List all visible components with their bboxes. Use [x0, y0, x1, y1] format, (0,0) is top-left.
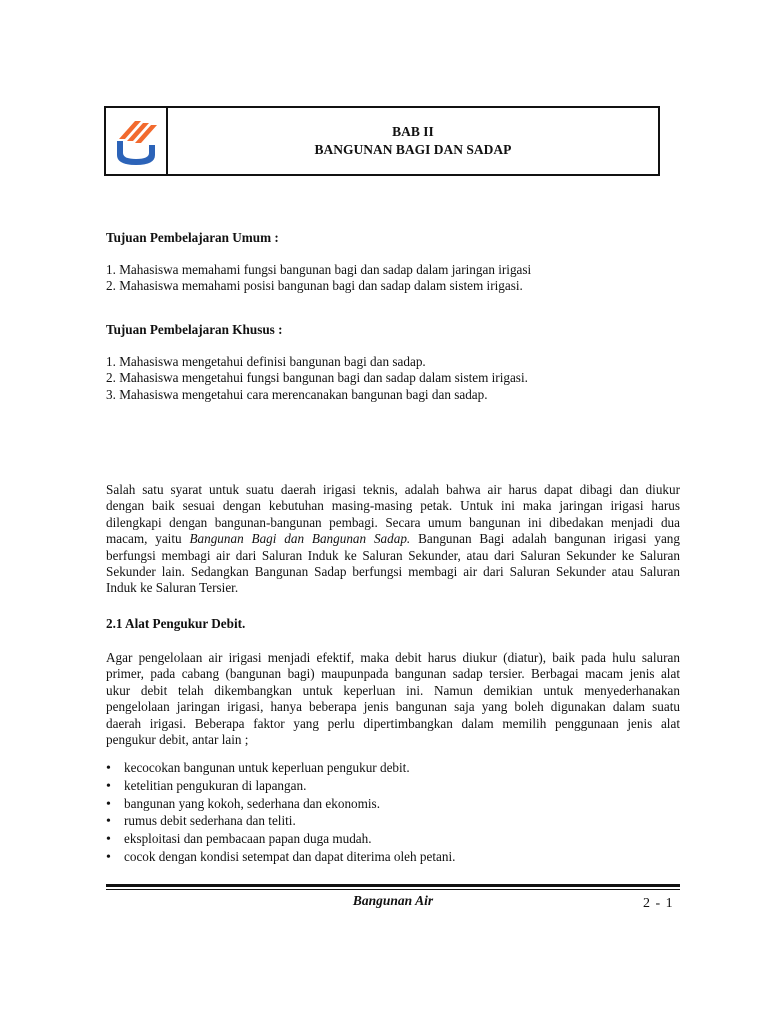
list-item: 2. Mahasiswa mengetahui fungsi bangunan bagi dan sadap dalam sistem irigasi.: [106, 370, 528, 386]
bullet-text: ketelitian pengukuran di lapangan.: [124, 777, 307, 793]
list-item: [106, 778, 680, 796]
paragraph-line: Induk ke Saluran Tersier.: [106, 580, 239, 596]
general-objectives-section: [106, 230, 680, 246]
footer-divider-thin: [106, 889, 680, 890]
section-2-1-paragraph: [106, 650, 680, 748]
bullet-icon: [106, 778, 124, 796]
paragraph-line: dilengkapi dengan bangunan-bangunan pembagi. Secara umum bangunan ini dibedakan menjadi dua: [106, 514, 680, 530]
intro-paragraph: [106, 482, 680, 597]
bullet-icon: [106, 796, 124, 814]
bullet-icon: [106, 760, 124, 778]
logo-cell: [106, 108, 168, 174]
paragraph-line: Salah satu syarat untuk suatu daerah irigasi teknis, adalah bahwa air harus dapat dibagi dan diukur: [106, 482, 680, 497]
specific-objectives-heading: Tujuan Pembelajaran Khusus :: [106, 322, 283, 337]
italic-term: Bangunan Bagi dan Bangunan Sadap.: [189, 531, 411, 547]
chapter-title-cell: [168, 108, 658, 174]
list-item: [106, 796, 680, 814]
bullet-text: eksploitasi dan pembacaan papan duga mudah.: [124, 831, 372, 847]
paragraph-line: pengukur debit, antar lain ;: [106, 732, 249, 748]
institution-logo-icon: [111, 113, 161, 169]
paragraph-line: berfungsi membagi air dari Saluran Induk ke Saluran Sekunder, atau dari Saluran Sekunder ke Saluran: [106, 547, 680, 563]
bullet-icon: [106, 813, 124, 831]
paragraph-line: ukur debit telah dikembangkan untuk keperluan ini. Namun demikian untuk menyederhanakan: [106, 682, 680, 698]
paragraph-line: pengelolaan jaringan irigasi, hanya beberapa jenis bangunan saja yang boleh digunakan dalam suatu: [106, 699, 680, 715]
paragraph-line: primer, pada cabang (bangunan bagi) maupunpada bangunan sadap tersier. Berbagai macam jenis alat: [106, 666, 680, 682]
page-number: 2 - 1: [643, 896, 674, 911]
list-item: [106, 813, 680, 831]
list-item: 1. Mahasiswa mengetahui definisi bangunan bagi dan sadap.: [106, 354, 426, 369]
bullet-icon: [106, 831, 124, 849]
list-item: 2. Mahasiswa memahami posisi bangunan bagi dan sadap dalam sistem irigasi.: [106, 278, 523, 294]
list-item: 3. Mahasiswa mengetahui cara merencanakan bangunan bagi dan sadap.: [106, 386, 488, 402]
paragraph-text: Bangunan Bagi adalah bangunan irigasi yang: [410, 531, 680, 547]
specific-objectives-list: [106, 354, 680, 403]
paragraph-line: Agar pengelolaan air irigasi menjadi efektif, maka debit harus diukur (diatur), baik pada hulu saluran: [106, 650, 680, 665]
chapter-number: BAB II: [392, 124, 434, 139]
paragraph-line: Sekunder lain. Sedangkan Bangunan Sadap berfungsi membagi air dari Saluran Sekunder atau Saluran: [106, 564, 680, 580]
bullet-text: rumus debit sederhana dan teliti.: [124, 813, 296, 829]
section-heading: 2.1 Alat Pengukur Debit.: [106, 616, 246, 631]
specific-objectives-section: [106, 322, 680, 338]
paragraph-line: daerah irigasi. Beberapa faktor yang perlu dipertimbangkan dalam memilih penggunaan jenis alat: [106, 715, 680, 731]
bullet-text: cocok dengan kondisi setempat dan dapat diterima oleh petani.: [124, 848, 456, 864]
chapter-title: BANGUNAN BAGI DAN SADAP: [314, 142, 512, 157]
criteria-bullet-list: [106, 760, 680, 867]
paragraph-text: macam, yaitu: [106, 531, 190, 547]
bullet-text: kecocokan bangunan untuk keperluan pengukur debit.: [124, 760, 410, 775]
list-item: [106, 760, 680, 778]
chapter-header-box: [104, 106, 660, 176]
paragraph-line: [106, 531, 680, 547]
general-objectives-list: [106, 262, 680, 295]
bullet-text: bangunan yang kokoh, sederhana dan ekonomis.: [124, 795, 380, 811]
general-objectives-heading: Tujuan Pembelajaran Umum :: [106, 230, 279, 245]
footer-divider-thick: [106, 884, 680, 887]
list-item: [106, 849, 680, 867]
section-2-1: [106, 616, 680, 632]
bullet-icon: [106, 849, 124, 867]
list-item: 1. Mahasiswa memahami fungsi bangunan bagi dan sadap dalam jaringan irigasi: [106, 262, 532, 277]
footer-title: Bangunan Air: [352, 893, 434, 908]
paragraph-line: dengan baik sesuai dengan kebutuhan masing-masing petak. Untuk ini maka jaringan irigasi harus: [106, 498, 680, 514]
list-item: [106, 831, 680, 849]
